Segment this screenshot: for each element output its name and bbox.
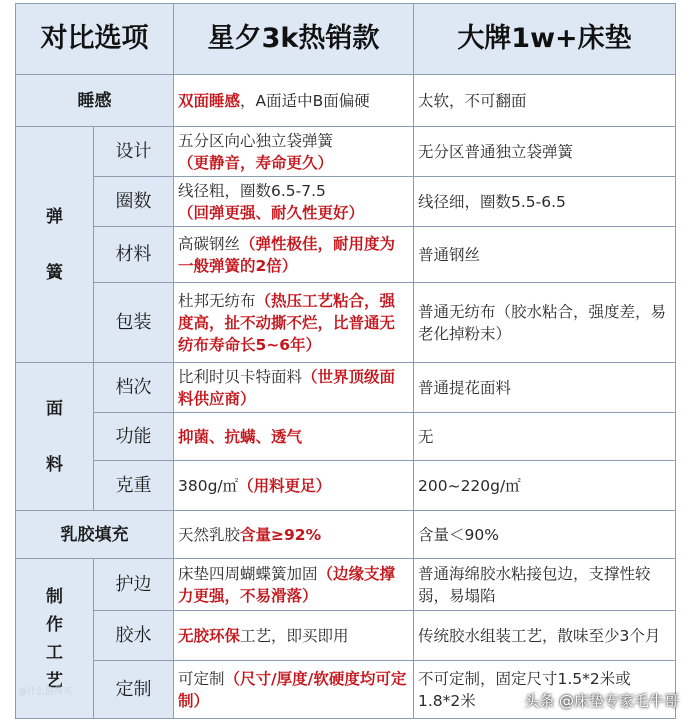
label-pack: 包装 (94, 283, 174, 363)
group-fabric: 面 料 (16, 363, 94, 511)
group-craft: 制 作 工 艺 (16, 559, 94, 719)
label-material: 材料 (94, 227, 174, 283)
header-row (16, 4, 676, 75)
cell-glue-b: 传统胶水组装工艺，散味至少3个月 (414, 611, 676, 661)
cell-grade-a: 比利时贝卡特面料（世界顶级面料供应商） (174, 363, 414, 413)
cell-func-b: 无 (414, 413, 676, 461)
source-watermark: @什么值得买 (18, 687, 73, 697)
comparison-table (15, 3, 676, 719)
group-spring: 弹 簧 (16, 127, 94, 363)
row-grade (16, 363, 676, 413)
header-xingxi: 星夕3k热销款 (174, 4, 414, 75)
cell-design-a: 五分区向心独立袋弹簧 （更静音，寿命更久） (174, 127, 414, 177)
label-custom: 定制 (94, 661, 174, 719)
row-pack (16, 283, 676, 363)
cell-custom-a: 可定制（尺寸/厚度/软硬度均可定制） (174, 661, 414, 719)
cell-weight-b: 200~220g/㎡ (414, 461, 676, 511)
author-watermark: 头条 @床垫专家毛牛哥 (524, 692, 679, 710)
cell-grade-b: 普通提花面料 (414, 363, 676, 413)
row-weight (16, 461, 676, 511)
cell-coils-b: 线径细，圈数5.5-6.5 (414, 177, 676, 227)
cell-sleep-a: 双面睡感，A面适中B面偏硬 (174, 75, 414, 127)
cell-material-b: 普通钢丝 (414, 227, 676, 283)
cell-latex-b: 含量＜90% (414, 511, 676, 559)
label-edge: 护边 (94, 559, 174, 611)
row-design (16, 127, 676, 177)
label-glue: 胶水 (94, 611, 174, 661)
cell-edge-a: 床垫四周蝴蝶簧加固（边缘支撑力更强，不易滑落） (174, 559, 414, 611)
cell-latex-a: 天然乳胶含量≥92% (174, 511, 414, 559)
row-sleep (16, 75, 676, 127)
label-sleep: 睡感 (16, 75, 174, 127)
row-latex (16, 511, 676, 559)
row-glue (16, 611, 676, 661)
cell-custom-b: 不可定制，固定尺寸1.5*2米或1.8*2米 (414, 661, 676, 719)
row-edge (16, 559, 676, 611)
cell-pack-b: 普通无纺布（胶水粘合，强度差，易老化掉粉末） (414, 283, 676, 363)
cell-weight-a: 380g/㎡（用料更足） (174, 461, 414, 511)
row-func (16, 413, 676, 461)
row-coils (16, 177, 676, 227)
label-func: 功能 (94, 413, 174, 461)
cell-coils-a: 线径粗，圈数6.5-7.5 （回弹更强、耐久性更好） (174, 177, 414, 227)
header-bigbrand: 大牌1w+床垫 (414, 4, 676, 75)
row-material (16, 227, 676, 283)
cell-func-a: 抑菌、抗螨、透气 (174, 413, 414, 461)
cell-pack-a: 杜邦无纺布（热压工艺粘合，强度高，扯不动撕不烂，比普通无纺布寿命长5~6年） (174, 283, 414, 363)
cell-sleep-b: 太软，不可翻面 (414, 75, 676, 127)
cell-edge-b: 普通海绵胶水粘接包边，支撑性较弱，易塌陷 (414, 559, 676, 611)
label-coils: 圈数 (94, 177, 174, 227)
label-grade: 档次 (94, 363, 174, 413)
cell-glue-a: 无胶环保工艺，即买即用 (174, 611, 414, 661)
label-latex: 乳胶填充 (16, 511, 174, 559)
cell-design-b: 无分区普通独立袋弹簧 (414, 127, 676, 177)
header-options: 对比选项 (16, 4, 174, 75)
cell-material-a: 高碳钢丝（弹性极佳，耐用度为一般弹簧的2倍） (174, 227, 414, 283)
label-weight: 克重 (94, 461, 174, 511)
label-design: 设计 (94, 127, 174, 177)
